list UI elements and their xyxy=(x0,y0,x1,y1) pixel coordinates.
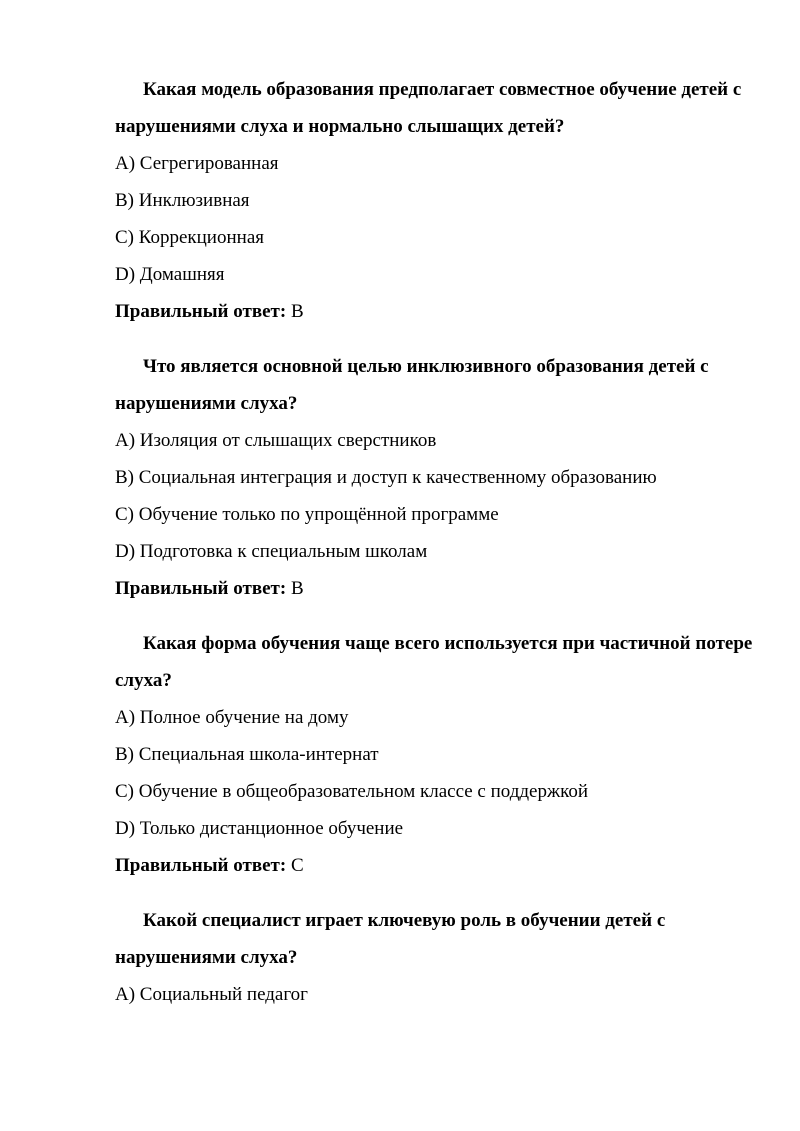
correct-answer-value: C xyxy=(290,855,304,876)
question-block-3 xyxy=(115,625,755,884)
answer-option-d: D) Подготовка к специальным школам xyxy=(115,541,428,562)
correct-answer-label: Правильный ответ: xyxy=(115,578,287,599)
correct-answer xyxy=(115,847,755,884)
question-text: Какая модель образования предполагает совместное обучение детей с нарушениями слуха и нормально слышащих детей? xyxy=(115,79,742,137)
question-block-1 xyxy=(115,71,755,330)
answer-option-b: B) Специальная школа-интернат xyxy=(115,744,379,765)
answer-option-c: C) Коррекционная xyxy=(115,227,264,248)
answer-option-b: B) Социальная интеграция и доступ к качественному образованию xyxy=(115,467,657,488)
question-block-4 xyxy=(115,902,755,1013)
answer-option-a: A) Полное обучение на дому xyxy=(115,707,349,728)
answer-option-d: D) Только дистанционное обучение xyxy=(115,818,404,839)
document-body xyxy=(115,71,755,1013)
correct-answer-label: Правильный ответ: xyxy=(115,855,287,876)
answer-option-a: A) Изоляция от слышащих сверстников xyxy=(115,430,437,451)
correct-answer xyxy=(115,570,755,607)
correct-answer xyxy=(115,293,755,330)
answer-option-c: C) Обучение только по упрощённой программе xyxy=(115,504,499,525)
correct-answer-value: B xyxy=(290,578,304,599)
question-text: Что является основной целью инклюзивного образования детей с нарушениями слуха? xyxy=(115,356,709,414)
answer-option-a: A) Сегрегированная xyxy=(115,153,279,174)
answer-option-a: A) Социальный педагог xyxy=(115,984,308,1005)
correct-answer-label: Правильный ответ: xyxy=(115,301,287,322)
answer-option-c: C) Обучение в общеобразовательном классе с поддержкой xyxy=(115,781,589,802)
answer-option-b: B) Инклюзивная xyxy=(115,190,250,211)
question-text: Какая форма обучения чаще всего используется при частичной потере слуха? xyxy=(115,633,753,691)
correct-answer-value: B xyxy=(290,301,304,322)
question-block-2 xyxy=(115,348,755,607)
question-text: Какой специалист играет ключевую роль в обучении детей с нарушениями слуха? xyxy=(115,910,666,968)
answer-option-d: D) Домашняя xyxy=(115,264,225,285)
